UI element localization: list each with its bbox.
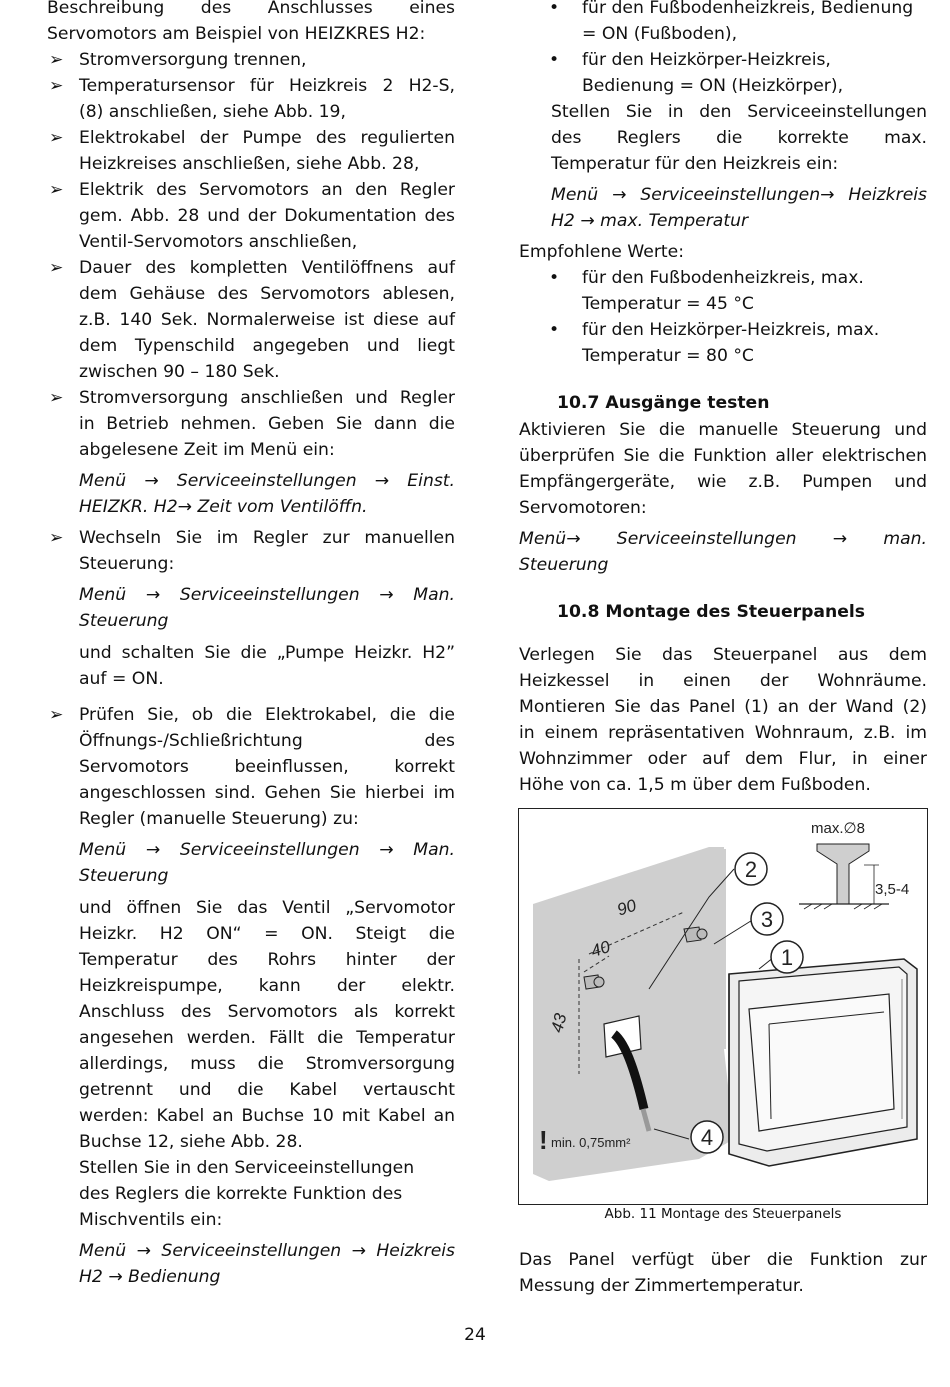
- text-line: auf = ON.: [79, 669, 164, 689]
- mounting-figure: [518, 808, 928, 1205]
- bullet-arrow-icon: ➢: [49, 180, 64, 200]
- text-line: (8) anschließen, siehe Abb. 19,: [79, 102, 346, 122]
- menu-path: Menü → Serviceeinstellungen → Man.: [79, 585, 455, 605]
- text-line: zwischen 90 – 180 Sek.: [79, 362, 280, 382]
- menu-path: Steuerung: [519, 555, 609, 575]
- callout-3-label: 3: [760, 907, 774, 932]
- page-number: 24: [464, 1325, 486, 1345]
- figure-caption: Abb. 11 Montage des Steuerpanels: [604, 1206, 842, 1222]
- text-line: Anschluss des Servomotors als korrekt: [79, 1002, 455, 1022]
- text-line: Temperatursensor für Heizkreis 2 H2-S,: [79, 76, 455, 96]
- menu-path: Menü → Serviceeinstellungen → Heizkreis: [79, 1241, 455, 1261]
- text-line: Öffnungs-/Schließrichtung des: [79, 731, 455, 751]
- text-line: Verlegen Sie das Steuerpanel aus dem: [519, 645, 927, 665]
- text-line: und öffnen Sie das Ventil „Servomotor: [79, 898, 455, 918]
- bullet-arrow-icon: ➢: [49, 258, 64, 278]
- text-line: Regler (manuelle Steuerung) zu:: [79, 809, 359, 829]
- section-heading: 10.8 Montage des Steuerpanels: [557, 602, 866, 622]
- text-line: Dauer des kompletten Ventilöffnens auf: [79, 258, 455, 278]
- menu-path: Menü → Serviceeinstellungen→ Heizkreis: [551, 185, 927, 205]
- text-line: gem. Abb. 28 und der Dokumentation des: [79, 206, 455, 226]
- bullet-arrow-icon: ➢: [49, 388, 64, 408]
- bullet-dot-icon: •: [549, 268, 560, 288]
- screw-bottom: [584, 975, 604, 989]
- bullet-arrow-icon: ➢: [49, 50, 64, 70]
- screw-detail: [799, 844, 889, 909]
- dim-43-label: 43: [547, 1011, 571, 1035]
- text-line: Temperatur für den Heizkreis ein:: [551, 154, 839, 174]
- text-line: Stromversorgung anschließen und Regler: [79, 388, 455, 408]
- dim-40-label: 40: [588, 937, 613, 961]
- text-line: für den Fußbodenheizkreis, Bedienung: [582, 0, 914, 18]
- callout-4: [691, 1121, 723, 1153]
- text-line: Mischventils ein:: [79, 1210, 223, 1230]
- text-line: getrennt und die Kabel vertauscht: [79, 1080, 455, 1100]
- text-line: Das Panel verfügt über die Funktion zur: [519, 1250, 927, 1270]
- text-line: Heizkr. H2 ON“ = ON. Steigt die: [79, 924, 455, 944]
- bullet-arrow-icon: ➢: [49, 128, 64, 148]
- text-line: Heizkreispumpe, kann der elektr.: [79, 976, 455, 996]
- callout-1: [771, 941, 803, 973]
- text-line: Temperatur = 80 °C: [582, 346, 754, 366]
- text-line: Aktivieren Sie die manuelle Steuerung und: [519, 420, 927, 440]
- menu-path: Steuerung: [79, 866, 169, 886]
- text-line: werden: Kabel an Buchse 10 mit Kabel an: [79, 1106, 455, 1126]
- bullet-arrow-icon: ➢: [49, 705, 64, 725]
- text-line: Messung der Zimmertemperatur.: [519, 1276, 804, 1296]
- menu-path: HEIZKR. H2→ Zeit vom Ventilöffn.: [79, 497, 368, 517]
- text-line: Empfohlene Werte:: [519, 242, 684, 262]
- menu-path: Steuerung: [79, 611, 169, 631]
- text-line: Beschreibung des Anschlusses eines: [47, 0, 455, 18]
- menu-path: H2 → Bedienung: [79, 1267, 221, 1287]
- text-line: Höhe von ca. 1,5 m über dem Fußboden.: [519, 775, 871, 795]
- text-line: Servomotors am Beispiel von HEIZKRES H2:: [47, 24, 426, 44]
- text-line: Empfängergeräte, wie z.B. Pumpen und: [519, 472, 927, 492]
- text-line: = ON (Fußboden),: [582, 24, 738, 44]
- text-line: Buchse 12, siehe Abb. 28.: [79, 1132, 303, 1152]
- text-line: Servomotors beeinflussen, korrekt: [79, 757, 455, 777]
- text-line: dem Typenschild angegeben und liegt: [79, 336, 455, 356]
- text-line: Elektrik des Servomotors an den Regler: [79, 180, 455, 200]
- menu-path: H2 → max. Temperatur: [551, 211, 749, 231]
- menu-path: Menü → Serviceeinstellungen → Einst.: [79, 471, 455, 491]
- text-line: Stellen Sie in den Serviceeinstellungen: [551, 102, 927, 122]
- text-line: Bedienung = ON (Heizkörper),: [582, 76, 844, 96]
- text-line: und schalten Sie die „Pumpe Heizkr. H2”: [79, 643, 455, 663]
- max-diameter-label: max.∅8: [811, 820, 865, 837]
- min-cross-section-label: min. 0,75mm²: [551, 1135, 631, 1150]
- callout-2-label: 2: [744, 857, 758, 882]
- text-line: für den Fußbodenheizkreis, max.: [582, 268, 864, 288]
- text-line: Heizkreises anschließen, siehe Abb. 28,: [79, 154, 420, 174]
- text-line: für den Heizkörper-Heizkreis, max.: [582, 320, 880, 340]
- menu-path: Menü → Serviceeinstellungen → Man.: [79, 840, 455, 860]
- text-line: Heizkessel in einen der Wohnräume.: [519, 671, 927, 691]
- text-line: Stromversorgung trennen,: [79, 50, 307, 70]
- menu-path: Menü→ Serviceeinstellungen → man.: [519, 529, 927, 549]
- bullet-arrow-icon: ➢: [49, 76, 64, 96]
- text-line: angeschlossen sind. Gehen Sie hierbei im: [79, 783, 455, 803]
- text-line: des Reglers die korrekte max.: [551, 128, 927, 148]
- callout-2: [735, 853, 767, 885]
- text-line: für den Heizkörper-Heizkreis,: [582, 50, 831, 70]
- text-line: dem Gehäuse des Servomotors ablesen,: [79, 284, 455, 304]
- text-line: abgelesene Zeit im Menü ein:: [79, 440, 335, 460]
- bullet-arrow-icon: ➢: [49, 528, 64, 548]
- text-line: Elektrokabel der Pumpe des regulierten: [79, 128, 455, 148]
- text-line: Montieren Sie das Panel (1) an der Wand (2): [519, 697, 927, 717]
- text-line: Prüfen Sie, ob die Elektrokabel, die die: [79, 705, 455, 725]
- text-line: Steuerung:: [79, 554, 175, 574]
- mounting-illustration: [519, 809, 928, 1205]
- section-heading: 10.7 Ausgänge testen: [557, 393, 770, 413]
- bullet-dot-icon: •: [549, 0, 560, 18]
- text-line: z.B. 140 Sek. Normalerweise ist diese auf: [79, 310, 455, 330]
- depth-label: 3,5-4: [875, 881, 910, 898]
- text-line: überprüfen Sie die Funktion aller elektrischen: [519, 446, 927, 466]
- callout-4-label: 4: [700, 1125, 714, 1150]
- text-line: des Reglers die korrekte Funktion des: [79, 1184, 403, 1204]
- text-line: Stellen Sie in den Serviceeinstellungen: [79, 1158, 415, 1178]
- text-line: Temperatur des Rohrs hinter der: [79, 950, 455, 970]
- text-line: in einem repräsentativen Wohnraum, z.B. im: [519, 723, 927, 743]
- warning-icon: !: [539, 1125, 548, 1155]
- dim-90-label: 90: [614, 895, 639, 920]
- bullet-dot-icon: •: [549, 50, 560, 70]
- text-line: Ventil-Servomotors anschließen,: [79, 232, 358, 252]
- text-line: in Betrieb nehmen. Geben Sie dann die: [79, 414, 455, 434]
- text-line: Temperatur = 45 °C: [582, 294, 754, 314]
- callout-3: [751, 903, 783, 935]
- text-line: allerdings, muss die Stromversorgung: [79, 1054, 455, 1074]
- bullet-dot-icon: •: [549, 320, 560, 340]
- text-line: Wechseln Sie im Regler zur manuellen: [79, 528, 455, 548]
- callout-1-label: 1: [780, 945, 794, 970]
- text-line: Servomotoren:: [519, 498, 647, 518]
- text-line: Wohnzimmer oder auf dem Flur, in einer: [519, 749, 927, 769]
- text-line: angesehen werden. Fällt die Temperatur: [79, 1028, 455, 1048]
